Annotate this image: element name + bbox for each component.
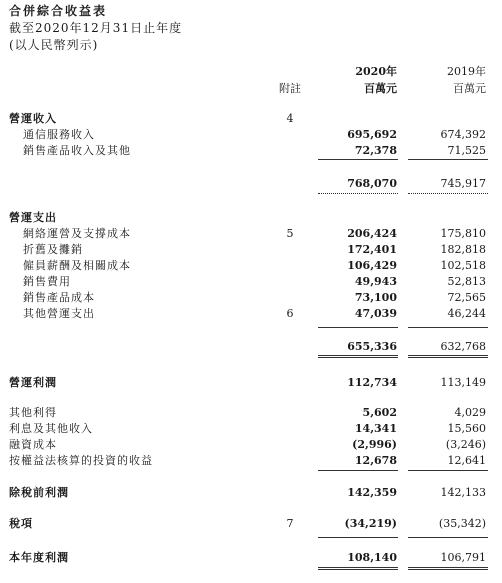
value-2019: 71,525 [447, 144, 486, 157]
value-2020: 112,734 [347, 376, 397, 389]
value-2020: 73,100 [354, 291, 397, 304]
row-label: 本年度利潤 [9, 551, 69, 564]
value-2019: (3,246) [445, 438, 486, 451]
expenses-heading-row [0, 210, 502, 226]
note-ref: 7 [286, 517, 294, 530]
row-label: 除稅前利潤 [9, 486, 69, 499]
dotted-rule-2019 [408, 193, 488, 194]
value-2020: 72,378 [354, 144, 397, 157]
value-2019: 12,641 [447, 454, 486, 467]
other-operating-row [0, 306, 502, 322]
total-double-rule-2020 [318, 355, 398, 358]
dotted-rule-2020 [318, 193, 398, 194]
subtotal-rule-2019 [408, 159, 488, 160]
year-2019-header: 2019年 [447, 65, 486, 78]
row-label: 其他利得 [9, 406, 57, 419]
value-2020: 47,039 [354, 307, 397, 320]
row-label: 銷售產品成本 [23, 291, 95, 304]
value-2020: 206,424 [347, 227, 397, 240]
value-2019: 745,917 [440, 177, 486, 190]
row-label: 稅項 [9, 517, 33, 530]
value-2020: (2,996) [352, 438, 397, 451]
value-2020: 108,140 [347, 551, 397, 564]
value-2019: (35,342) [438, 517, 486, 530]
statement-title: 合併綜合收益表 [9, 4, 108, 18]
operating-profit-row [0, 375, 502, 391]
cost-of-goods-row [0, 290, 502, 306]
note-ref: 4 [286, 112, 294, 125]
value-2020: 655,336 [347, 340, 397, 353]
value-2020: 14,341 [354, 422, 397, 435]
note-ref: 6 [286, 307, 294, 320]
revenue-heading-row [0, 111, 502, 127]
value-2019: 46,244 [447, 307, 486, 320]
year-2020-unit: 百萬元 [364, 82, 397, 95]
interest-income-row [0, 421, 502, 437]
selling-expense-row [0, 274, 502, 290]
total-double-rule-2019 [408, 567, 488, 570]
net-profit-row [0, 550, 502, 566]
value-2019: 15,560 [447, 422, 486, 435]
subtotal-rule-2019 [408, 327, 488, 328]
value-2019: 632,768 [440, 340, 486, 353]
subtotal-rule-2020 [318, 537, 398, 538]
expenses-total-row [0, 339, 502, 355]
row-label: 營運利潤 [9, 376, 57, 389]
row-label: 網絡運營及支撐成本 [23, 227, 131, 240]
finance-cost-row [0, 437, 502, 453]
value-2019: 113,149 [440, 376, 486, 389]
subtotal-rule-2020 [318, 159, 398, 160]
value-2020: 5,602 [362, 406, 397, 419]
subtotal-rule-2019 [408, 470, 488, 471]
value-2020: 12,678 [354, 454, 397, 467]
row-label: 利息及其他收入 [9, 422, 93, 435]
equity-income-row [0, 453, 502, 469]
value-2019: 175,810 [440, 227, 486, 240]
subtotal-rule-2019 [408, 537, 488, 538]
pretax-profit-row [0, 485, 502, 501]
statement-period: 截至2020年12月31日止年度 [9, 21, 183, 35]
value-2020: 49,943 [354, 275, 397, 288]
other-gains-row [0, 405, 502, 421]
row-label: 銷售產品收入及其他 [23, 144, 131, 157]
row-label: 融資成本 [9, 438, 57, 451]
currency-note: (以人民幣列示) [9, 38, 99, 52]
row-label: 其他營運支出 [23, 307, 95, 320]
year-2019-unit: 百萬元 [453, 82, 486, 95]
value-2020: 106,429 [347, 259, 397, 272]
value-2020: 768,070 [347, 177, 397, 190]
telecom-revenue-row [0, 127, 502, 143]
note-ref: 5 [286, 227, 294, 240]
note-column-header: 附註 [279, 82, 301, 95]
value-2019: 142,133 [440, 486, 486, 499]
value-2020: 695,692 [347, 128, 397, 141]
row-label: 營運收入 [9, 112, 57, 125]
row-label: 按權益法核算的投資的收益 [9, 454, 153, 467]
row-label: 銷售費用 [23, 275, 71, 288]
value-2019: 674,392 [440, 128, 486, 141]
value-2019: 4,029 [454, 406, 486, 419]
subtotal-rule-2020 [318, 327, 398, 328]
year-2020-header: 2020年 [355, 65, 397, 78]
depreciation-row [0, 242, 502, 258]
network-cost-row [0, 226, 502, 242]
subtotal-rule-2020 [318, 470, 398, 471]
value-2020: 142,359 [347, 486, 397, 499]
product-sales-row [0, 143, 502, 159]
row-label: 折舊及攤銷 [23, 243, 83, 256]
value-2020: (34,219) [344, 517, 397, 530]
row-label: 營運支出 [9, 211, 57, 224]
tax-row [0, 516, 502, 532]
total-double-rule-2019 [408, 355, 488, 358]
value-2019: 106,791 [440, 551, 486, 564]
value-2019: 52,813 [447, 275, 486, 288]
total-double-rule-2020 [318, 567, 398, 570]
row-label: 僱員薪酬及相關成本 [23, 259, 131, 272]
personnel-cost-row [0, 258, 502, 274]
value-2019: 72,565 [447, 291, 486, 304]
value-2019: 182,818 [440, 243, 486, 256]
row-label: 通信服務收入 [23, 128, 95, 141]
value-2019: 102,518 [440, 259, 486, 272]
revenue-total-row [0, 176, 502, 192]
value-2020: 172,401 [347, 243, 397, 256]
